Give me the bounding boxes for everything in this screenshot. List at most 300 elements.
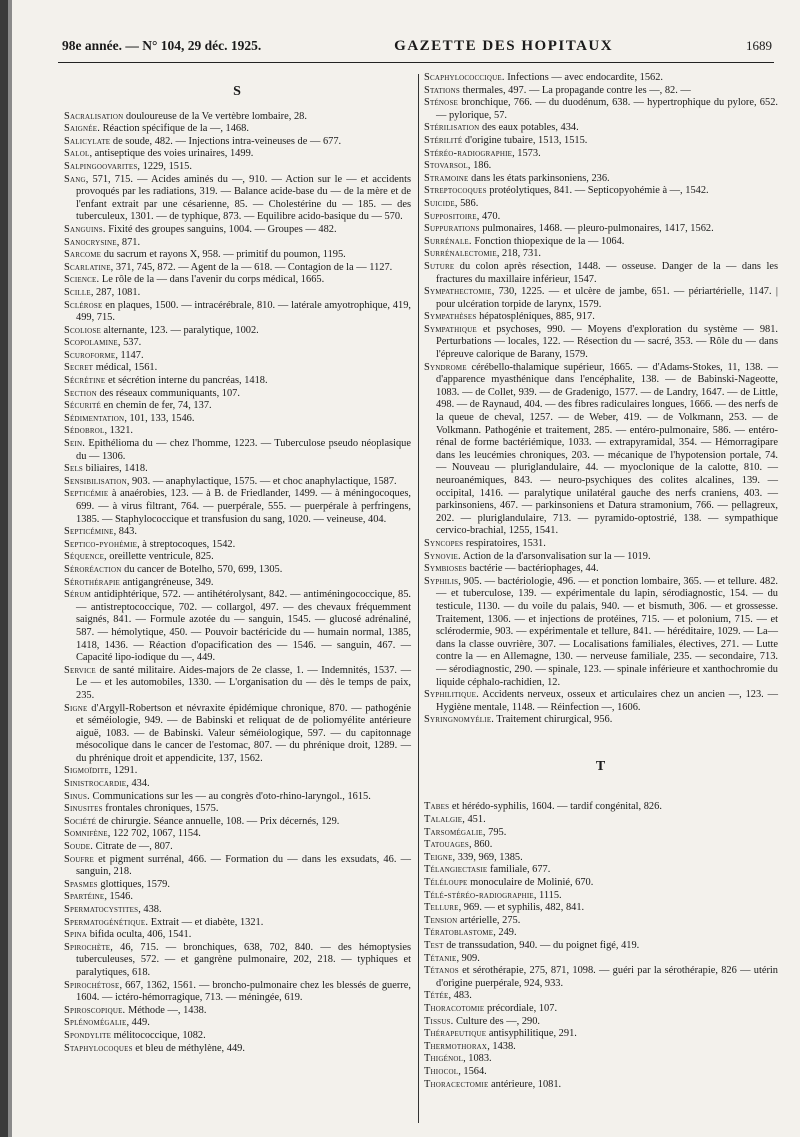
index-references: , 1438. xyxy=(487,1040,516,1052)
index-term: Scopolamine xyxy=(64,337,118,349)
index-term: Service xyxy=(64,664,96,676)
index-entry xyxy=(64,425,411,438)
section-letter-s: S xyxy=(233,84,242,99)
index-entry xyxy=(64,237,411,250)
index-term: Suppurations xyxy=(424,223,480,235)
index-term: Tellure xyxy=(424,902,459,914)
index-references: , 1564. xyxy=(458,1065,487,1077)
index-entry xyxy=(64,413,411,426)
index-references: Infections — avec endocardite, 1562. xyxy=(504,72,664,83)
index-entry xyxy=(64,161,411,174)
right-entries-s xyxy=(424,72,778,727)
index-entry xyxy=(424,965,778,990)
index-references: , 249. xyxy=(493,927,517,939)
index-references: monoculaire de Molinié, 670. xyxy=(467,877,594,889)
index-term: Scaphylococcique. xyxy=(424,72,505,83)
index-references: Action de la d'arsonvalisation sur la — 1019. xyxy=(460,550,651,562)
index-term: Suppositoire xyxy=(424,210,477,222)
index-term: Spina xyxy=(64,929,88,941)
index-entry xyxy=(64,854,411,879)
index-references: et psychoses, 990. — Moyens d'exploration du système — 981. Perturbations — locales, 122. — Résection du — sacré, 353. — Rôle du — dans l'épreuve calorique de Barany, 1579. xyxy=(436,323,778,361)
index-entry xyxy=(64,803,411,816)
index-references: d'origine tubaire, 1513, 1515. xyxy=(462,134,588,146)
index-references: dans les états parkinsoniens, 236. xyxy=(468,172,610,184)
index-references: , 586. xyxy=(454,197,479,209)
index-term: Télangiectasie xyxy=(424,864,488,876)
index-entry xyxy=(64,262,411,275)
index-references: du cancer de Botelho, 570, 699, 1305. xyxy=(121,563,283,575)
index-references: glottiques, 1579. xyxy=(97,878,170,890)
index-entry xyxy=(424,1028,778,1041)
index-term: Streptocoques xyxy=(424,185,487,197)
index-entry xyxy=(64,1005,411,1018)
index-entry xyxy=(64,1030,411,1043)
index-term: Thigénol xyxy=(424,1053,464,1065)
index-term: Tension xyxy=(424,914,458,926)
index-term: Thoracectomie xyxy=(424,1078,489,1090)
index-term: Sérothérapie xyxy=(64,576,121,588)
index-references: , 909. xyxy=(456,952,480,964)
index-term: Tabes xyxy=(424,801,450,813)
index-term: Tétanos xyxy=(424,965,459,977)
left-entries xyxy=(64,111,411,1056)
index-references: de soude, 482. — Injections intra-veineuses de — 677. xyxy=(110,135,342,147)
index-term: Scarlatine xyxy=(64,261,111,273)
index-term: Surrénalectomie xyxy=(424,248,497,260)
index-references: d'Argyll-Robertson et névraxite épidémique chronique, 870. — pathogénie et séméiologie, 949. — de Babinski et reliquat de de poliomyélite antérieure aiguë, 1083. — de Babinski. Valeur séméiologique, 597. — du capitonnage mésocolique dans le cancer de l'estomac, 807. — du phrénique droit, 1289. — du phrénique droit et appendicite, 137, 1562. xyxy=(76,702,411,764)
index-references: du sacrum et rayons X, 958. — primitif du poumon, 1195. xyxy=(101,249,346,261)
index-term: Septico-pyohémie xyxy=(64,538,138,550)
index-term: Signe xyxy=(64,702,88,714)
index-references: de santé militaire. Aides-majors de 2e classe, 1. — Indemnités, 1537. — Le — et les automobiles, 1330. — L'organisation du — dès le temps de paix, 235. xyxy=(76,664,411,701)
index-term: Thoracotomie xyxy=(424,1002,485,1014)
index-references: , 667, 1362, 1561. — broncho-pulmonaire chez les blessés de guerre, 1604. — ictéro-hémorragique, 713. — méningée, 619. xyxy=(76,979,411,1004)
index-references: et sécrétion interne du pancréas, 1418. xyxy=(105,375,268,387)
index-entry xyxy=(424,248,778,261)
index-term: Septicémie xyxy=(64,488,109,500)
index-term: Sang xyxy=(64,173,86,185)
index-references: Culture des —, 290. xyxy=(453,1015,541,1027)
index-entry xyxy=(424,1016,778,1029)
index-entry xyxy=(424,953,778,966)
index-entry xyxy=(64,287,411,300)
index-term: Spartéine xyxy=(64,891,105,903)
index-references: , 795. xyxy=(482,826,507,838)
index-term: Thérapeutique xyxy=(424,1028,487,1040)
index-entry xyxy=(424,538,778,551)
index-entry xyxy=(424,927,778,940)
index-references: antérieure, 1081. xyxy=(488,1078,562,1090)
index-references: de chirurgie. Séance annuelle, 108. — Prix décernés, 129. xyxy=(96,815,340,827)
index-term: Synovie. xyxy=(424,550,461,562)
index-entry xyxy=(64,476,411,489)
index-entry xyxy=(64,300,411,325)
index-references: bifida oculta, 406, 1541. xyxy=(87,929,192,941)
index-term: Soude. xyxy=(64,841,94,853)
index-entry xyxy=(424,286,778,311)
index-references: , à streptocoques, 1542. xyxy=(137,538,236,550)
index-term: Sécrétine xyxy=(64,375,106,387)
index-entry xyxy=(64,577,411,590)
index-entry xyxy=(64,778,411,791)
index-term: Tissus. xyxy=(424,1015,454,1027)
index-entry xyxy=(64,564,411,577)
index-references: , 371, 745, 872. — Agent de la — 618. — Contagion de la — 1127. xyxy=(110,261,393,273)
index-references: , 1291. xyxy=(108,765,138,777)
index-entry xyxy=(424,689,778,714)
page-edge-shadow-light xyxy=(8,0,12,1137)
index-references: en chemin de fer, 74, 137. xyxy=(100,400,212,412)
index-entry xyxy=(424,990,778,1003)
index-references: , 186. xyxy=(467,160,492,172)
index-term: Tatouages xyxy=(424,839,469,851)
index-term: Suicide xyxy=(424,197,455,209)
index-entry xyxy=(424,311,778,324)
index-references: Fixité des groupes sanguins, 1004. — Groupes — 482. xyxy=(105,223,337,235)
index-term: Secret xyxy=(64,362,94,374)
index-term: Stérilité xyxy=(424,134,463,146)
index-references: , 287, 1081. xyxy=(90,286,141,298)
page-header xyxy=(62,38,772,58)
index-entry xyxy=(64,980,411,1005)
index-term: Talalgie xyxy=(424,814,463,826)
index-term: Syphilitique. xyxy=(424,689,479,701)
index-entry xyxy=(424,173,778,186)
index-term: Thermothorax xyxy=(424,1040,488,1052)
index-entry xyxy=(424,940,778,953)
index-term: Tétée xyxy=(424,990,449,1002)
index-entry xyxy=(424,97,778,122)
index-entry xyxy=(64,1017,411,1030)
index-entry xyxy=(424,1079,778,1092)
index-references: antidiphtérique, 572. — antihétérolysant, 842. — antiméningococcique, 85. — antistreptococcique, 702. — collargol, 497. — des chevaux fréquemment saignés, 841. — Formule azotée du — sanguin, 1545. — glucosé adrénaliné, 587. — hémolytique, 450. — Pouvoir bactéricide du — humain normal, 1385, 1418, 1436. — Réaction d'opacification des — 1546. — sanguin, 467. — Capacité lipo-iodique du —, 449. xyxy=(76,589,411,664)
index-references: des eaux potables, 434. xyxy=(479,122,579,134)
index-term: Tarsomégalie xyxy=(424,826,483,838)
index-references: à anaérobies, 123. — à B. de Friedlander, 1499. — à méningocoques, 699. — à virus filtrant, 764. — puerpérale, 555. — puerpérale à perfringens, 1385. — Staphylococcique et transfusion du sang, 1020. — veineuse, 404. xyxy=(76,488,411,525)
index-references: , 122 702, 1067, 1154. xyxy=(107,828,201,840)
index-entry xyxy=(64,917,411,930)
index-term: Sédobrol xyxy=(64,425,105,437)
index-entry xyxy=(424,827,778,840)
index-entry xyxy=(424,362,778,538)
index-term: Spermatocystites xyxy=(64,904,139,915)
index-term: Syncopes xyxy=(424,537,464,549)
index-references: et sérothérapie, 275, 871, 1098. — guéri par la sérothérapie, 826 — utérin d'origine puerpérale, 924, 933. xyxy=(436,965,778,989)
index-references: , 1573. xyxy=(512,147,541,159)
index-references: antisyphilitique, 291. xyxy=(486,1028,577,1040)
index-term: Société xyxy=(64,815,97,827)
index-entry xyxy=(424,1066,778,1079)
index-entry xyxy=(64,136,411,149)
index-references: Accidents nerveux, osseux et articulaires chez un ancien —, 123. — Hygiène mentale, 1148. — Réinfection —, 1606. xyxy=(436,689,778,713)
index-entry xyxy=(424,122,778,135)
index-term: Salol xyxy=(64,148,90,160)
index-references: en plaques, 1500. — intracérébrale, 810. — latérale amyotrophique, 419, 499, 715. xyxy=(76,299,411,324)
index-references: , 1321. xyxy=(104,425,134,437)
index-references: , 451. xyxy=(462,814,486,826)
index-references: , antiseptique des voies urinaires, 1499. xyxy=(89,148,254,160)
index-entry xyxy=(424,72,778,85)
index-references: , 1083. xyxy=(463,1053,492,1065)
index-references: antigangréneuse, 349. xyxy=(120,576,214,588)
index-entry xyxy=(424,1053,778,1066)
index-term: Somnifène xyxy=(64,828,108,840)
index-term: Spasmes xyxy=(64,878,98,890)
index-entry xyxy=(424,801,778,814)
index-entry xyxy=(64,111,411,124)
index-term: Tétanie xyxy=(424,952,457,964)
index-references: protéolytiques, 841. — Septicopyohémie à —, 1542. xyxy=(486,185,709,197)
index-term: Symbioses xyxy=(424,563,467,575)
index-entry xyxy=(424,814,778,827)
index-term: Sténose xyxy=(424,97,459,109)
index-entry xyxy=(64,816,411,829)
index-term: Salpingoovarites xyxy=(64,160,138,172)
index-entry xyxy=(424,1003,778,1016)
index-term: Séquence xyxy=(64,551,105,563)
index-references: Fonction thiopexique de la — 1064. xyxy=(471,235,625,247)
index-entry xyxy=(64,841,411,854)
index-term: Sanguins. xyxy=(64,223,106,235)
index-term: Syringnomyélie xyxy=(424,714,492,726)
index-entry xyxy=(424,148,778,161)
index-entry xyxy=(64,1043,411,1056)
index-references: bactérie — bactériophages, 44. xyxy=(466,563,599,575)
index-term: Scoliose xyxy=(64,324,101,336)
index-references: , 438. xyxy=(138,904,162,915)
index-entry xyxy=(64,589,411,665)
index-entry xyxy=(424,198,778,211)
index-term: Test xyxy=(424,940,444,951)
index-references: Extrait — et diabète, 1321. xyxy=(148,916,264,928)
index-term: Téléloupe xyxy=(424,877,468,889)
index-term: Stations xyxy=(424,84,460,96)
index-term: Scille xyxy=(64,286,91,298)
index-term: Saignée. xyxy=(64,123,101,135)
index-term: Spermatogénétique. xyxy=(64,916,149,928)
index-entry xyxy=(64,539,411,552)
index-references: , 1115. xyxy=(533,889,562,901)
index-entry xyxy=(424,324,778,362)
index-entry xyxy=(424,211,778,224)
index-term: Stramoine xyxy=(424,172,469,184)
index-term: Télé-stéréo-radiographie xyxy=(424,889,534,901)
index-entry xyxy=(64,350,411,363)
index-entry xyxy=(64,891,411,904)
index-references: pulmonaires, 1468. — pleuro-pulmonaires, 1417, 1562. xyxy=(479,223,714,235)
index-entry xyxy=(64,488,411,526)
index-references: , 1229, 1515. xyxy=(137,160,192,172)
index-entry xyxy=(64,828,411,841)
journal-title: GAZETTE DES HOPITAUX xyxy=(394,38,614,54)
index-term: Spondylite xyxy=(64,1029,112,1041)
index-references: et bleu de méthylène, 449. xyxy=(132,1042,245,1054)
index-entry xyxy=(64,879,411,892)
index-references: douloureuse de la Ve vertèbre lombaire, 28. xyxy=(123,110,307,122)
index-entry xyxy=(64,337,411,350)
index-term: Sérum xyxy=(64,589,92,601)
index-entry xyxy=(424,576,778,689)
index-term: Sécurité xyxy=(64,400,101,412)
index-references: respiratoires, 1531. xyxy=(463,537,546,549)
index-term: Sympathectomie xyxy=(424,286,492,298)
index-references: , 537. xyxy=(117,337,142,349)
index-references: , 218, 731. xyxy=(496,248,541,260)
index-references: des réseaux communiquants, 107. xyxy=(96,387,240,399)
index-term: Spiroscopique. xyxy=(64,1004,126,1016)
index-entry xyxy=(424,839,778,852)
index-term: Sinusites xyxy=(64,803,103,815)
index-references: , 871. xyxy=(116,236,141,248)
index-term: Thiocol xyxy=(424,1065,459,1077)
index-references: , 1147. xyxy=(115,349,144,361)
index-references: hépatospléniques, 885, 917. xyxy=(476,311,595,323)
index-term: Soufre xyxy=(64,853,94,865)
index-references: thermales, 497. — La propagande contre les —, 82. — xyxy=(459,84,691,96)
index-references: mélitococcique, 1082. xyxy=(111,1029,206,1041)
index-entry xyxy=(64,375,411,388)
index-term: Stérilisation xyxy=(424,122,480,134)
index-references: Epithélioma du — chez l'homme, 1223. — Tuberculose pseudo néoplasique du — 1306. xyxy=(76,438,411,462)
index-entry xyxy=(424,902,778,915)
index-entry xyxy=(424,852,778,865)
index-references: , 969. — et syphilis, 482, 841. xyxy=(458,902,585,914)
index-entry xyxy=(64,438,411,463)
index-references: et hérédo-syphilis, 1604. — tardif congénital, 826. xyxy=(449,801,662,813)
index-entry xyxy=(424,563,778,576)
index-references: , oreillette ventricule, 825. xyxy=(104,551,214,563)
index-references: , 860. xyxy=(468,839,493,851)
header-rule xyxy=(58,62,774,63)
index-references: , 1546. xyxy=(104,891,133,903)
issue-info: 98e année. — N° 104, 29 déc. 1925. xyxy=(62,38,262,53)
index-entry xyxy=(64,388,411,401)
index-term: Sympathique xyxy=(424,323,477,335)
index-term: Spirochète xyxy=(64,941,111,953)
index-entry xyxy=(424,223,778,236)
column-divider xyxy=(418,74,419,1123)
index-references: , 339, 969, 1385. xyxy=(452,851,523,863)
index-references: , 449. xyxy=(126,1017,150,1029)
index-references: médical, 1561. xyxy=(93,362,158,374)
index-references: Méthode —, 1438. xyxy=(125,1004,207,1016)
index-term: Sédimentation xyxy=(64,412,125,424)
index-references: alternante, 123. — paralytique, 1002. xyxy=(100,324,259,336)
index-term: Splénomégalie xyxy=(64,1017,127,1029)
index-references: , 905. — bactériologie, 496. — et ponction lombaire, 365. — et tellure. 482. — et tuberculose, 139. — expérimentale du lapin, sérodiagnostic, 154. — du testicule, 1130. — du voile du palais, 940. — et bismuth, 306. — et grossesse. Traitement, 1306. — et injections de protéines, 715. — et polonium, 715. — et sclérodermie, 903. — expérimentale et tellure, 841. — héréditaire, 1029. — La— dans la classe ouvrière, 307. — Localisations familiales, électives, 271. — Lutte contre la — en Allemagne, 130. — nerveuse familiale, 235. — secondaire, 713. — sérodiagnostic, 290. — spinale, 123. — spinale inférieure et xanthochromie du liquide céphalo-rachidien, 12. xyxy=(436,575,778,688)
index-references: . Traitement chirurgical, 956. xyxy=(491,714,613,726)
index-references: Le rôle de la — dans l'avenir du corps médical, 1665. xyxy=(99,274,325,286)
index-references: , 434. xyxy=(126,778,150,790)
index-references: , 46, 715. — bronchiques, 638, 702, 840. — des hémoptysies tuberculeuses, 572. — et gangrène pulmonaire, 202, 218. — typhiques et paralytiques, 618. xyxy=(76,941,411,978)
index-entry xyxy=(64,224,411,237)
index-term: Sinus. xyxy=(64,790,90,802)
index-references: , 470. xyxy=(476,210,501,222)
index-entry xyxy=(424,261,778,286)
index-references: , 571, 715. — Acides aminés du —, 910. — Action sur le — et accidents provoqués par les radiations, 319. — Balance acide-base du — de la mère et de l'enfant extrait par une césarienne, 85. — Cholestérine du — 185. — des tuberculeux, 1301. — de typhique, 873. — Equilibre acido-basique du — 570. xyxy=(76,173,411,223)
index-entry xyxy=(424,236,778,249)
index-entry xyxy=(424,714,778,727)
index-term: Sels xyxy=(64,463,84,475)
index-references: , 730, 1225. — et ulcère de jambe, 651. — périartérielle, 1147. | pour ulcération torpide de larynx, 1579. xyxy=(436,286,778,310)
index-references: biliaires, 1418. xyxy=(83,463,148,475)
index-entry xyxy=(64,325,411,338)
right-column xyxy=(424,72,778,1091)
index-term: Salicylate xyxy=(64,135,111,147)
index-entry xyxy=(424,551,778,564)
index-entry xyxy=(424,135,778,148)
index-term: Scuroforme xyxy=(64,349,116,361)
index-entry xyxy=(64,274,411,287)
index-entry xyxy=(64,362,411,375)
index-references: frontales chroniques, 1575. xyxy=(102,803,219,815)
index-term: Syndrome xyxy=(424,361,467,373)
index-term: Sarcome xyxy=(64,249,102,261)
index-term: Syphilis xyxy=(424,575,459,587)
index-references: , 101, 133, 1546. xyxy=(124,412,195,424)
index-entry xyxy=(64,665,411,703)
index-term: Surrénale. xyxy=(424,235,472,247)
section-letter-t: T xyxy=(595,758,607,774)
index-references: , 843. xyxy=(113,526,137,538)
index-entry xyxy=(424,890,778,903)
index-term: Séroréaction xyxy=(64,563,122,575)
index-references: cérébello-thalamique supérieur, 1665. — d'Adams-Stokes, 11, 138. — d'apparence myasthénique dans l'encéphalite, 138. — de Babinski-Nageotte, 1083. — de Collet, 939. — de Gradenigo, 1577. — de Landry, 1647. — de Little, 498. — de Raynaud, 404. — des fibres radiculaires longues, 1666. — des nerfs de la queue de cheval, 1257. — de Weber, 419. — de Volkmann, 253. — de Volkmann. Pathogénie et traitement, 285. — entéro-pulmonaire, 586. — entéro-rénal de forme bactériémique, 1033. — extrapyramidal, 354. — Hémorragipare dans les leucémies chroniques, 203. — mécanique de l'hypotension portale, 74. — Nouveau — pluriglandulaire, 44. — myoclonique de la calotte, 810. — neuroanémiques, 843. — neuro-psychiques des colites alcalines, 139. — occipital, 1416. — paralytique unilatéral gauche des nerfs craniens, 403. — parkinsoniens, 467. — parkinsoniens et Datura stramonium, 766. — pellagreux, 202. — pluriglandulaire, 713. — pyramido-optostrié, 138. — sympathique cervico-brachial, 1255, 1541. xyxy=(436,361,778,537)
index-term: Sacralisation xyxy=(64,110,124,122)
index-term: Sigmoïdite xyxy=(64,765,109,777)
index-term: Stovarsol xyxy=(424,160,468,172)
index-entry xyxy=(424,915,778,928)
index-entry xyxy=(64,400,411,413)
index-term: Staphylocoques xyxy=(64,1042,133,1054)
index-references: du colon après résection, 1448. — osseuse. Danger de la — dans les fractures du maxillaire inférieur, 1547. xyxy=(436,260,778,285)
index-term: Sein. xyxy=(64,438,86,450)
index-entry xyxy=(424,864,778,877)
index-entry xyxy=(64,929,411,942)
index-references: Citrate de —, 807. xyxy=(93,841,173,853)
index-term: Suture xyxy=(424,260,455,272)
index-references: Communications sur les — au congrès d'oto-rhino-laryngol., 1615. xyxy=(89,790,371,802)
index-term: Section xyxy=(64,387,97,399)
index-term: Science. xyxy=(64,274,100,286)
index-term: Sclérose xyxy=(64,299,103,311)
index-entry xyxy=(424,85,778,98)
index-references: , 903. — anaphylactique, 1575. — et choc anaphylactique, 1587. xyxy=(126,475,397,487)
index-references: artérielle, 275. xyxy=(457,914,521,926)
index-entry xyxy=(64,904,411,917)
index-entry xyxy=(64,463,411,476)
index-references: précordiale, 107. xyxy=(484,1002,558,1014)
right-entries-t xyxy=(424,801,778,1091)
index-entry xyxy=(64,148,411,161)
index-term: Sensibilisation xyxy=(64,475,127,487)
index-entry xyxy=(424,185,778,198)
index-entry xyxy=(64,791,411,804)
index-term: Sympathèses xyxy=(424,311,477,323)
index-entry xyxy=(64,526,411,539)
index-term: Septicémine xyxy=(64,526,114,538)
index-term: Tératoblastome xyxy=(424,927,494,939)
index-entry xyxy=(64,551,411,564)
index-term: Stéréo-radiographie xyxy=(424,147,513,159)
index-term: Teigne xyxy=(424,851,453,863)
index-entry xyxy=(64,174,411,224)
index-term: Spirochétose xyxy=(64,979,120,991)
index-entry xyxy=(64,942,411,980)
index-term: Sanocrysine xyxy=(64,236,117,248)
index-references: , 483. xyxy=(448,990,472,1002)
index-references: familiale, 677. xyxy=(487,864,551,876)
